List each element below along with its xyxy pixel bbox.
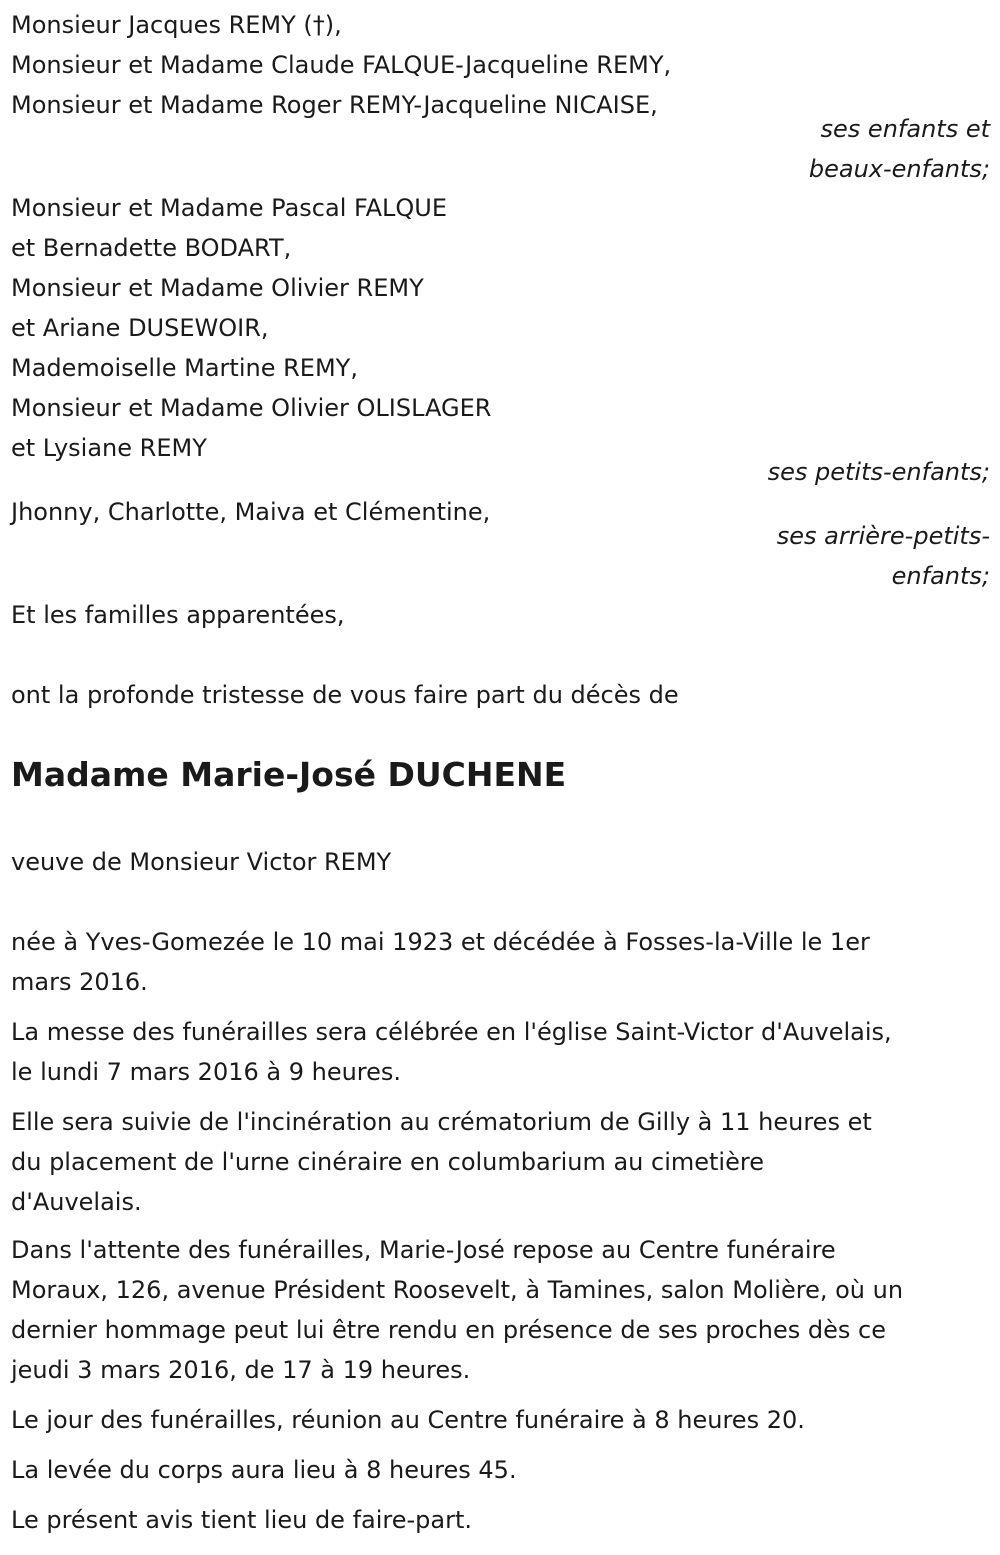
grandchildren-role-label: ses petits-enfants; (767, 458, 990, 486)
visitation-line: Dans l'attente des funérailles, Marie-José repose au Centre funéraire (11, 1236, 836, 1264)
related-families: Et les familles apparentées, (11, 601, 345, 629)
great-grandchildren-line: Jhonny, Charlotte, Maiva et Clémentine, (11, 498, 491, 526)
grandchild-line: Mademoiselle Martine REMY, (11, 354, 358, 382)
children-role-label: ses enfants et (820, 115, 990, 143)
grandchild-line: et Lysiane REMY (11, 434, 207, 462)
visitation-line: Moraux, 126, avenue Président Roosevelt, à Tamines, salon Molière, où un (11, 1276, 904, 1304)
grandchild-line: Monsieur et Madame Olivier OLISLAGER (11, 394, 492, 422)
cremation-line: d'Auvelais. (11, 1188, 142, 1216)
mass-line: La messe des funérailles sera célébrée en l'église Saint-Victor d'Auvelais, (11, 1018, 892, 1046)
children-role-label: beaux-enfants; (808, 155, 990, 183)
widow-of-text: veuve de Monsieur Victor REMY (11, 848, 392, 876)
mass-line: le lundi 7 mars 2016 à 9 heures. (11, 1058, 402, 1086)
announcement-text: ont la profonde tristesse de vous faire part du décès de (11, 681, 679, 709)
child-line: Monsieur et Madame Roger REMY-Jacqueline NICAISE, (11, 91, 658, 119)
meeting-text: Le jour des funérailles, réunion au Centre funéraire à 8 heures 20. (11, 1406, 805, 1434)
grandchild-line: Monsieur et Madame Pascal FALQUE (11, 194, 447, 222)
grandchild-line: Monsieur et Madame Olivier REMY (11, 274, 424, 302)
deceased-name: Madame Marie-José DUCHENE (11, 755, 567, 794)
cremation-line: Elle sera suivie de l'incinération au crématorium de Gilly à 11 heures et (11, 1108, 872, 1136)
birth-death-line: mars 2016. (11, 968, 148, 996)
cremation-line: du placement de l'urne cinéraire en columbarium au cimetière (11, 1148, 764, 1176)
great-grandchildren-role-label: ses arrière-petits- (776, 522, 990, 550)
child-line: Monsieur Jacques REMY (†), (11, 11, 342, 39)
departure-text: La levée du corps aura lieu à 8 heures 45. (11, 1456, 517, 1484)
birth-death-line: née à Yves-Gomezée le 10 mai 1923 et décédée à Fosses-la-Ville le 1er (11, 928, 870, 956)
child-line: Monsieur et Madame Claude FALQUE-Jacqueline REMY, (11, 51, 672, 79)
notice-text: Le présent avis tient lieu de faire-part. (11, 1506, 473, 1534)
grandchild-line: et Bernadette BODART, (11, 234, 292, 262)
great-grandchildren-role-label: enfants; (891, 562, 990, 590)
grandchild-line: et Ariane DUSEWOIR, (11, 314, 269, 342)
visitation-line: dernier hommage peut lui être rendu en présence de ses proches dès ce (11, 1316, 887, 1344)
visitation-line: jeudi 3 mars 2016, de 17 à 19 heures. (11, 1356, 471, 1384)
